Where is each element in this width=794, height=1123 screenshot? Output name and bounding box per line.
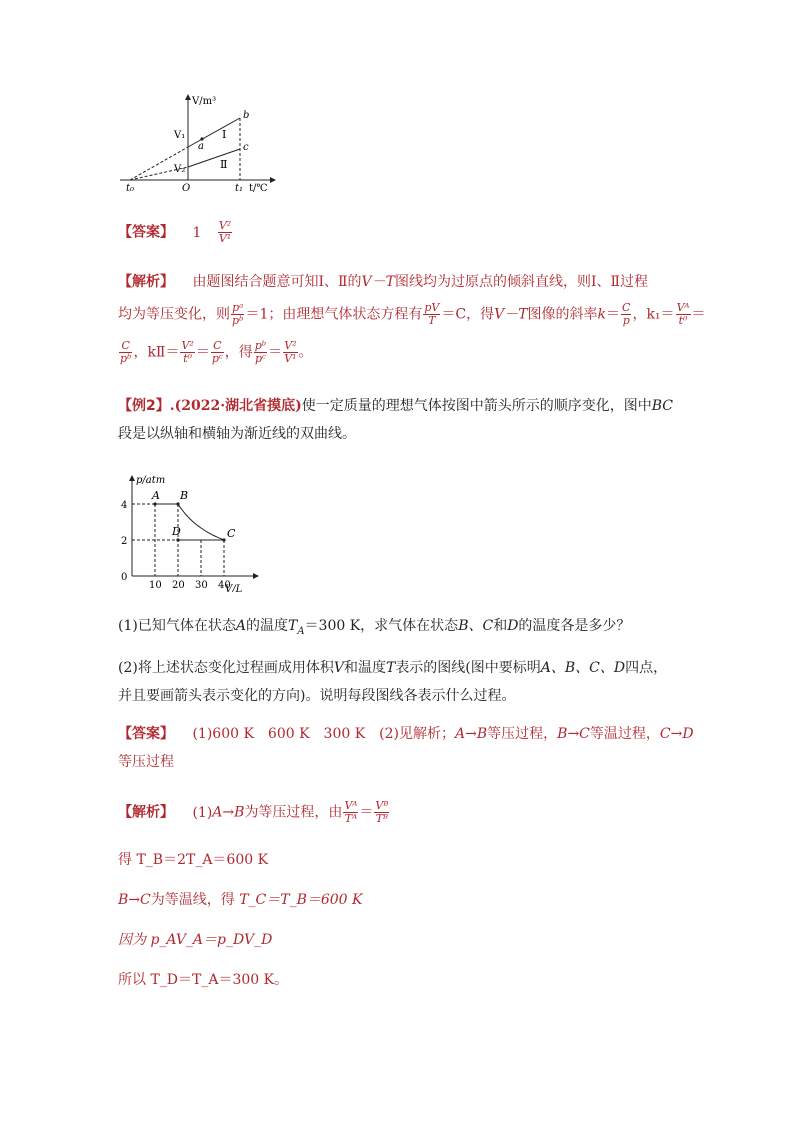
question-text: D xyxy=(507,618,519,634)
analysis-text: ＝ xyxy=(268,344,283,361)
x-axis-arrow xyxy=(253,573,259,579)
question-text: T xyxy=(287,618,298,634)
question-text: 四点， xyxy=(625,660,668,676)
analysis-text: ，k₁＝ xyxy=(632,306,675,323)
label-point-A: A xyxy=(152,489,160,502)
analysis-text: 由题图结合题意可知Ⅰ、Ⅱ的 xyxy=(192,274,362,290)
analysis-2-line-1 xyxy=(118,800,390,825)
pv-chart xyxy=(118,462,288,592)
point-C xyxy=(222,538,225,541)
question-text: ＝300 K，求气体在状态 xyxy=(304,618,459,634)
question-2-line-1 xyxy=(118,658,667,678)
segment-BC xyxy=(178,504,224,540)
analysis-2-line-4 xyxy=(118,930,272,950)
answer-tag: 【答案】 xyxy=(118,726,174,742)
x-tick-label: 20 xyxy=(172,580,185,591)
analysis-text: ＝ xyxy=(606,306,621,323)
x-tick-label: 10 xyxy=(149,580,162,591)
analysis-text: V－T xyxy=(494,306,528,323)
question-text: 并且要画箭头表示变化的方向)。说明每段图线各表示什么过程。 xyxy=(118,688,516,704)
analysis-text: 得 T_B＝2T_A＝600 K xyxy=(118,852,269,868)
answer-text: 等温过程， xyxy=(589,726,660,742)
label-b: b xyxy=(243,110,250,121)
question-text: 和 xyxy=(493,618,508,634)
analysis-text: V－T xyxy=(361,274,395,290)
analysis-text: T_C＝T_B＝600 K xyxy=(239,892,363,908)
question-text: A xyxy=(235,618,246,634)
example-2-line-2 xyxy=(118,424,356,444)
analysis-text: 图线均为过原点的倾斜直线，则Ⅰ、Ⅱ过程 xyxy=(394,274,648,290)
example-text: 使一定质量的理想气体按图中箭头所示的顺序变化，图中 xyxy=(301,398,652,414)
label-point-C: C xyxy=(227,527,236,540)
question-2-line-2 xyxy=(118,686,515,706)
label-x-axis: t/℃ xyxy=(249,183,268,194)
analysis-text: (1) xyxy=(192,804,213,821)
analysis-1-line-1 xyxy=(118,272,648,292)
point-A xyxy=(153,502,156,505)
y-axis-arrow xyxy=(129,475,135,481)
analysis-1-line-3 xyxy=(118,340,313,365)
question-text: (2)将上述状态变化过程画成用体积 xyxy=(118,660,334,676)
example-text: 段是以纵轴和横轴为渐近线的双曲线。 xyxy=(118,426,356,442)
question-text: B、C xyxy=(458,618,494,634)
analysis-tag: 【解析】 xyxy=(118,804,174,821)
analysis-2-line-2 xyxy=(118,850,268,870)
analysis-text: ，得 xyxy=(224,344,253,361)
fraction: $\frac{\text{Vᴮ}}{\text{Tᴮ}}$ xyxy=(375,799,389,825)
x-axis-label: V/L xyxy=(225,584,243,592)
question-text: V xyxy=(333,660,344,676)
point-B xyxy=(176,502,179,505)
answer-1 xyxy=(118,220,233,245)
label-a: a xyxy=(198,141,204,152)
analysis-text: ＝ xyxy=(195,344,210,361)
origin-label: 0 xyxy=(121,572,128,583)
analysis-text: 为等温线，得 xyxy=(150,892,235,908)
label-region-II: Ⅱ xyxy=(220,158,228,171)
fraction: $\frac{\text{Vᴬ}}{\text{Tᴬ}}$ xyxy=(344,799,358,825)
fraction: $\frac{\text{Vᴬ}}{\text{t⁰}}$ xyxy=(676,301,690,327)
analysis-text: ＝C，得 xyxy=(441,306,495,323)
x-axis-arrow xyxy=(270,177,276,183)
answer-fraction: $\frac{\text{V²}}{\text{V¹}}$ xyxy=(218,219,232,245)
question-text: (1)已知气体在状态 xyxy=(118,618,236,634)
label-y-axis: V/m³ xyxy=(192,96,217,107)
answer-tag: 【答案】 xyxy=(118,224,174,241)
example-2-line-1 xyxy=(118,396,673,416)
fraction: $\frac{pV}{T}$ xyxy=(424,301,440,327)
point-D xyxy=(176,538,179,541)
question-text: 的温度各是多少？ xyxy=(518,618,631,634)
question-text: A、B、C、D xyxy=(540,660,626,676)
line-II xyxy=(188,149,240,167)
line-I xyxy=(188,118,240,147)
answer-text: (1)600 K 600 K 300 K (2)见解析； xyxy=(192,726,456,742)
y-axis-label: p/atm xyxy=(136,475,166,486)
fraction: $\frac{\text{V²}}{\text{V¹}}$ xyxy=(284,339,297,365)
y-tick-label: 4 xyxy=(121,500,128,511)
label-region-I: Ⅰ xyxy=(222,128,227,141)
label-point-D: D xyxy=(172,525,181,538)
answer-text: B→C xyxy=(557,726,590,742)
analysis-text: 图像的斜率 xyxy=(527,306,598,323)
answer-text: A→B xyxy=(455,726,488,742)
y-axis-arrow xyxy=(185,94,191,100)
question-text: T xyxy=(385,660,396,676)
label-t0: t₀ xyxy=(126,183,135,194)
analysis-text: ，kⅡ＝ xyxy=(133,344,180,361)
answer-text: 等压过程， xyxy=(487,726,558,742)
question-text: 和温度 xyxy=(343,660,386,676)
label-origin: O xyxy=(182,183,191,194)
fraction: $\frac{\text{pᵇ}}{\text{pᶜ}}$ xyxy=(254,339,267,365)
analysis-1-line-2 xyxy=(118,302,706,327)
x-tick-label: 40 xyxy=(218,580,231,591)
y-tick-label: 2 xyxy=(121,536,128,547)
example-tag: 【例2】 xyxy=(118,398,170,414)
analysis-text: 所以 T_D＝T_A＝300 K。 xyxy=(118,972,289,988)
analysis-text: 因为 p_AV_A＝p_DV_D xyxy=(118,932,273,948)
answer-2-line-2 xyxy=(118,752,174,772)
fraction: $\frac{C}{\text{pᶜ}}$ xyxy=(211,339,223,365)
fraction: $\frac{C}{p}$ xyxy=(622,301,631,327)
answer-value: 1 xyxy=(192,224,202,241)
label-c: c xyxy=(243,142,249,153)
analysis-text: A→B xyxy=(212,804,245,821)
label-point-B: B xyxy=(180,489,189,502)
answer-text: C→D xyxy=(659,726,694,742)
fraction: $\frac{C}{\text{pᵇ}}$ xyxy=(120,339,132,365)
analysis-text: ＝ xyxy=(691,306,706,323)
analysis-text: k xyxy=(597,306,607,323)
label-V2: V₂ xyxy=(174,164,186,175)
analysis-tag: 【解析】 xyxy=(118,274,174,290)
analysis-2-line-3 xyxy=(118,890,363,910)
analysis-2-line-5 xyxy=(118,970,288,990)
x-tick-label: 30 xyxy=(195,580,208,591)
question-text: 的温度 xyxy=(245,618,288,634)
analysis-text: 。 xyxy=(298,344,313,361)
analysis-text: B→C xyxy=(118,892,151,908)
figure-v-t-graph xyxy=(118,92,288,202)
fraction: $\frac{\text{V²}}{\text{t⁰}}$ xyxy=(181,339,194,365)
example-text: BC xyxy=(651,398,673,414)
question-text: A xyxy=(297,625,305,637)
analysis-text: ＝1；由理想气体状态方程有 xyxy=(245,306,423,323)
label-t1: t₁ xyxy=(235,183,244,194)
fraction: $\frac{\text{pᵃ}}{\text{pᵇ}}$ xyxy=(232,301,244,327)
analysis-text: ＝ xyxy=(359,804,374,821)
label-V1: V₁ xyxy=(174,130,186,141)
answer-2-line-1 xyxy=(118,724,694,744)
analysis-text: 均为等压变化，则 xyxy=(118,306,230,323)
example-source: .(2022·湖北省摸底) xyxy=(169,398,302,414)
question-text: 表示的图线(图中要标明 xyxy=(395,660,541,676)
answer-text: 等压过程 xyxy=(118,754,174,770)
question-1 xyxy=(118,616,630,642)
analysis-text: 为等压过程，由 xyxy=(244,804,343,821)
